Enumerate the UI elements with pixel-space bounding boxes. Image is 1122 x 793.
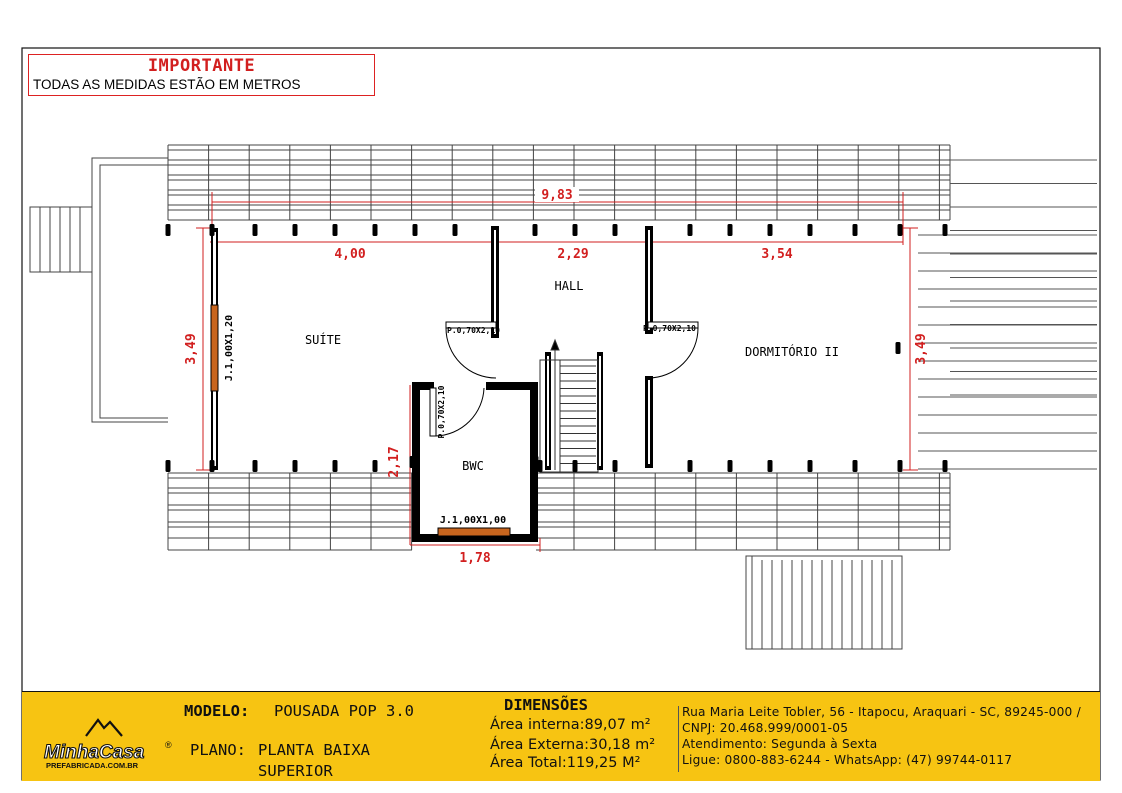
dimensions-title: DIMENSÕES	[504, 696, 588, 714]
title-block	[22, 691, 1100, 781]
post	[613, 460, 618, 472]
post	[898, 460, 903, 472]
sheet-border	[22, 48, 1100, 780]
window-suite	[211, 305, 218, 391]
window-bwc	[438, 528, 510, 536]
dim-bwc-width: 1,78	[459, 551, 491, 566]
dim-dorm-width: 3,54	[761, 247, 793, 262]
room-labels	[305, 279, 839, 473]
label-door-bwc: P.0,70X2,10	[437, 385, 446, 439]
post	[253, 224, 258, 236]
company-info	[682, 704, 1094, 768]
post	[768, 460, 773, 472]
post	[898, 224, 903, 236]
company-hours: Atendimento: Segunda à Sexta	[682, 737, 878, 751]
footer-divider	[678, 706, 679, 772]
dim-total-width: 9,83	[541, 188, 573, 203]
room-hall: HALL	[554, 279, 584, 293]
right-deck	[918, 160, 1097, 469]
dim-suite-width: 4,00	[334, 247, 366, 262]
post	[728, 224, 733, 236]
post	[688, 224, 693, 236]
company-address: Rua Maria Leite Tobler, 56 - Itapocu, Araquari - SC, 89245-000 / CNPJ: 20.468.999/0001-05	[682, 705, 1081, 735]
notice-text: TODAS AS MEDIDAS ESTÃO EM METROS	[33, 77, 301, 92]
post	[166, 224, 171, 236]
post	[853, 224, 858, 236]
area-interna: Área interna:89,07 m²	[490, 717, 651, 733]
post	[166, 460, 171, 472]
notice-box	[28, 54, 375, 96]
brand-name: MinhaCasa	[44, 742, 145, 763]
post	[808, 224, 813, 236]
lower-stair	[746, 556, 902, 649]
room-dormitorio: DORMITÓRIO II	[745, 345, 839, 359]
dim-hall-width: 2,29	[557, 247, 589, 262]
upper-deck	[168, 145, 950, 220]
post	[293, 224, 298, 236]
brand-logo	[40, 710, 180, 770]
room-bwc: BWC	[462, 459, 484, 473]
post	[728, 460, 733, 472]
post	[943, 224, 948, 236]
post	[533, 224, 538, 236]
dim-left-depth: 3,49	[184, 333, 199, 365]
brand-subtitle: PREFABRICADA.COM.BR	[46, 761, 139, 770]
post	[293, 460, 298, 472]
post	[333, 224, 338, 236]
post	[410, 456, 415, 468]
company-phones: Ligue: 0800-883-6244 - WhatsApp: (47) 99744-0117	[682, 753, 1013, 767]
plano-value-1: PLANTA BAIXA	[258, 741, 370, 759]
modelo-label: MODELO:	[184, 702, 250, 720]
lower-deck	[168, 473, 950, 550]
post	[373, 224, 378, 236]
svg-text:®: ®	[165, 740, 172, 750]
label-window-suite: J.1,00X1,20	[224, 314, 235, 382]
post	[210, 224, 215, 236]
dim-bwc-depth: 2,17	[387, 446, 402, 478]
post	[210, 460, 215, 472]
room-suite: SUÍTE	[304, 333, 342, 347]
plano-value-2: SUPERIOR	[258, 762, 333, 780]
post	[808, 460, 813, 472]
walls	[211, 226, 653, 542]
post	[896, 342, 901, 354]
opening-labels	[224, 315, 696, 526]
label-door-suite: P.0,70X2,10	[447, 326, 500, 335]
dim-right-depth: 3,49	[914, 333, 929, 365]
post	[373, 460, 378, 472]
post	[333, 460, 338, 472]
post	[573, 224, 578, 236]
post	[768, 224, 773, 236]
area-externa: Área Externa:30,18 m²	[490, 737, 656, 753]
post	[853, 460, 858, 472]
label-window-bwc: J.1,00X1,00	[439, 515, 507, 526]
post	[534, 456, 539, 468]
notice-title: IMPORTANTE	[147, 56, 256, 76]
area-total: Área Total:119,25 M²	[490, 755, 641, 771]
post	[573, 460, 578, 472]
label-door-dorm: P.0,70X2,10	[643, 324, 696, 333]
post	[253, 460, 258, 472]
post	[943, 460, 948, 472]
left-stair	[30, 158, 168, 422]
post	[453, 224, 458, 236]
modelo-value: POUSADA POP 3.0	[274, 702, 414, 720]
post	[413, 224, 418, 236]
dimension-lines	[196, 192, 918, 552]
post	[613, 224, 618, 236]
post	[688, 460, 693, 472]
plano-label: PLANO:	[190, 741, 246, 759]
